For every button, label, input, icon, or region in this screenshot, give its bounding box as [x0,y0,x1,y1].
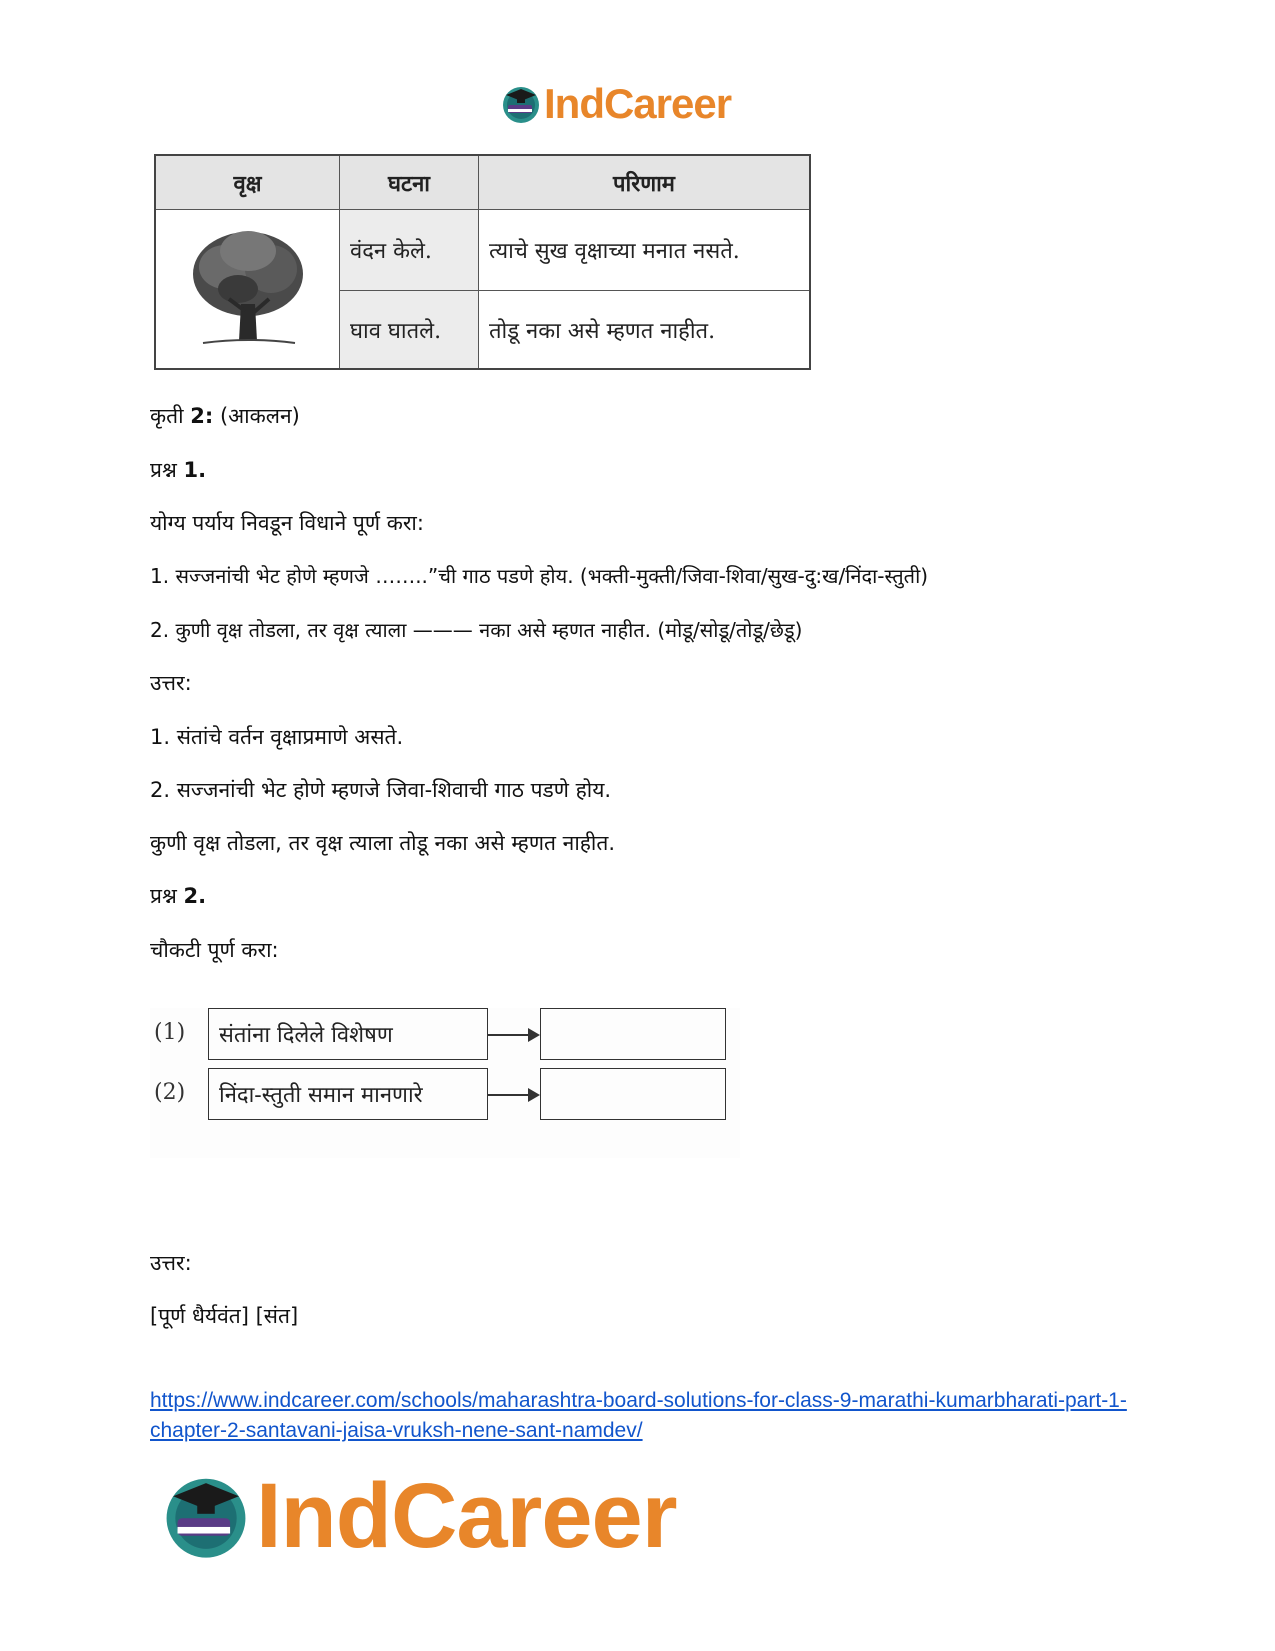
graduation-cap-book-globe-icon [160,1470,252,1562]
question-2-answer-label: उत्तर: [150,1251,192,1275]
kruti-type: (आकलन) [219,404,300,428]
indcareer-logo-top [500,80,731,128]
fill-box-number: (2) [154,1080,186,1105]
question-1-answer-3: कुणी वृक्ष तोडला, तर वृक्ष त्याला तोडू नका असे म्हणत नाहीत. [150,831,615,855]
arrow-right-icon [488,1034,538,1036]
tree-cell [156,210,340,368]
fill-box-row [150,1068,740,1122]
table-row-1-result: त्याचे सुख वृक्षाच्या मनात नसते. [479,210,809,291]
fill-box-empty [540,1068,726,1120]
kruti-number: 2: [190,404,214,428]
question-1-item-2: 2. कुणी वृक्ष तोडला, तर वृक्ष त्याला ——— नका असे म्हणत नाहीत. (मोडू/सोडू/तोडू/छेडू) [150,618,803,642]
indcareer-logo-bottom [160,1464,677,1567]
tree-event-result-table [154,154,811,370]
table-row-1-event: वंदन केले. [340,210,479,291]
question-2-answer: [पूर्ण धैर्यवंत] [संत] [150,1304,299,1328]
tree-icon [183,219,313,359]
question-1-heading [150,456,206,484]
question-1-instruction: योग्य पर्याय निवडून विधाने पूर्ण करा: [150,511,424,535]
fill-box-row [150,1008,740,1062]
kruti-heading [150,402,300,430]
question-number: 2. [183,884,207,908]
fill-box-number: (1) [154,1020,186,1045]
question-label: प्रश्न [150,458,177,482]
question-2-instruction: चौकटी पूर्ण करा: [150,938,279,962]
question-1-answer-1: 1. संतांचे वर्तन वृक्षाप्रमाणे असते. [150,725,404,749]
table-header-result: परिणाम [479,156,809,210]
question-1-item-1: 1. सज्जनांची भेट होणे म्हणजे ……..”ची गाठ पडणे होय. (भक्ती-मुक्ती/जिवा-शिवा/सुख-दु:ख/निंदा-स्तुती) [150,564,929,588]
table-row-2-result: तोडू नका असे म्हणत नाहीत. [489,318,716,344]
question-1-answer-label: उत्तर: [150,671,192,695]
fill-box-label: संतांना दिलेले विशेषण [208,1008,488,1060]
table-header-event: घटना [340,156,479,210]
source-link[interactable]: https://www.indcareer.com/schools/maharashtra-board-solutions-for-class-9-marathi-kumarbharati-part-1-chapter-2-santavani-jaisa-vruksh-nene-sant-namdev/ [150,1389,1127,1442]
arrow-right-icon [488,1094,538,1096]
logo-wordmark: IndCareer [544,80,732,127]
question-1-answer-2: 2. सज्जनांची भेट होणे म्हणजे जिवा-शिवाची गाठ पडणे होय. [150,778,612,802]
question-2-heading [150,882,206,910]
question-label: प्रश्न [150,884,177,908]
logo-wordmark: IndCareer [256,1464,677,1567]
fill-boxes-figure [150,1008,740,1158]
question-number: 1. [183,458,207,482]
fill-box-empty [540,1008,726,1060]
fill-box-label: निंदा-स्तुती समान मानणारे [208,1068,488,1120]
table-header-tree: वृक्ष [156,156,340,210]
table-row-2-event: घाव घातले. [340,291,479,368]
kruti-label: कृती [150,404,184,428]
graduation-cap-book-globe-icon [500,83,542,125]
